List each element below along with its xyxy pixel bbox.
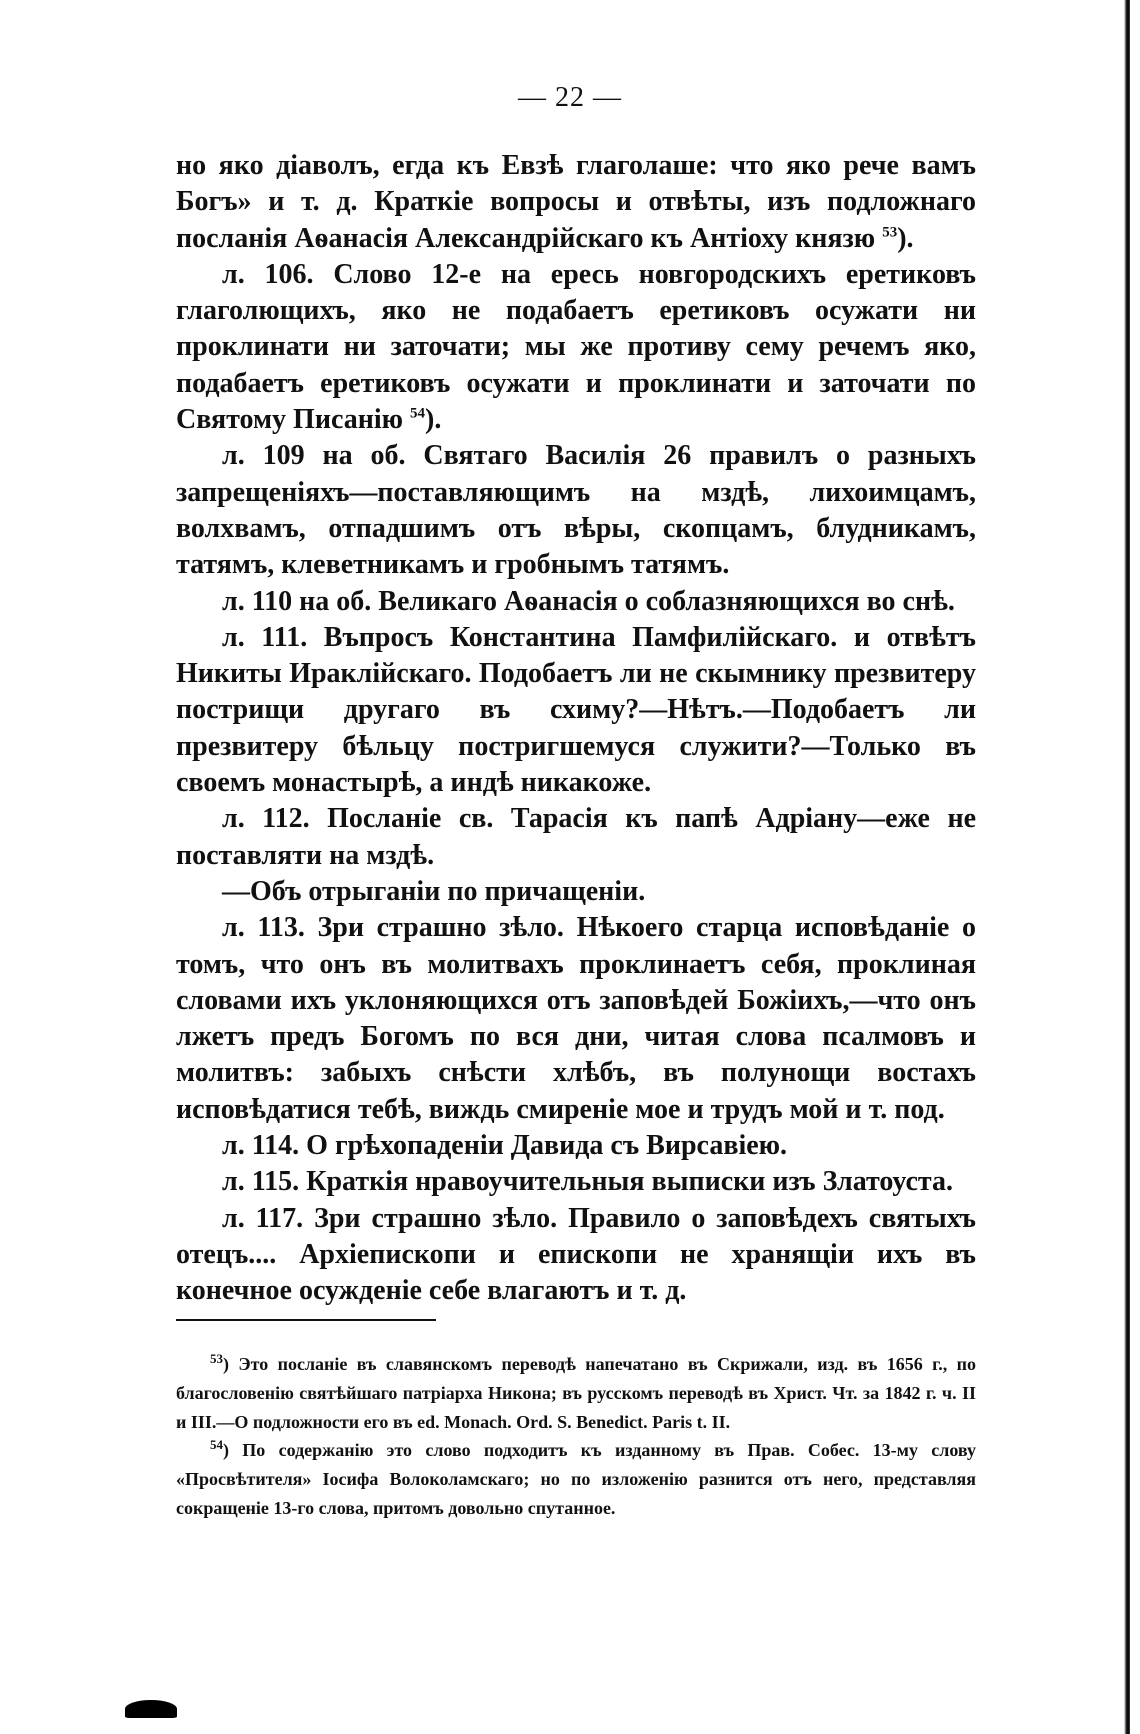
- paragraph-6: л. 112. Посланіе св. Тарасія къ папѣ Адріану—еже не поставляти на мздѣ.: [176, 803, 976, 871]
- paragraph-8: л. 113. Зри страшно зѣло. Нѣкоего старца исповѣданіе о томъ, что онъ въ молитвахъ проклинаетъ себя, проклиная словами ихъ уклоняющихся отъ заповѣдей Божіихъ,—что онъ лжетъ предъ Богомъ по вся дни, читая слова псалмовъ и молитвъ: забыхъ снѣсти хлѣбъ, въ полунощи востахъ исповѣдатися тебѣ, виждь смиреніе мое и трудъ мой и т. под.: [176, 912, 976, 1125]
- paragraph-3: л. 109 на об. Святаго Василія 26 правилъ о разныхъ запрещеніяхъ—поставляющимъ на мздѣ, лихоимцамъ, волхвамъ, отпадшимъ отъ вѣры, скопцамъ, блудникамъ, татямъ, клеветникамъ и гробнымъ татямъ.: [176, 440, 976, 581]
- footnote-divider: [176, 1319, 436, 1321]
- footnote-ref-53[interactable]: 53: [882, 224, 898, 241]
- scan-edge: [1124, 0, 1130, 1734]
- page-number: — 22 —: [518, 82, 622, 113]
- footnote-number: 54: [210, 1437, 223, 1453]
- paragraph-5: л. 111. Въпросъ Константина Памфилійскаго. и отвѣтъ Никиты Ираклійскаго. Подобаетъ ли не скымнику презвитеру пострищи другаго въ схиму?—Нѣтъ.—Подобаетъ ли презвитеру бѣльцу постригшемуся служити?—Только въ своемъ монастырѣ, а индѣ никакоже.: [176, 621, 976, 799]
- paragraph-4: л. 110 на об. Великаго Аѳанасія о соблазняющихся во снѣ.: [222, 585, 955, 617]
- paragraph-2-text: л. 106. Слово 12-е на ересь новгородскихъ еретиковъ глаголющихъ, яко не подабаетъ еретиковъ осужати ни проклинати ни заточати; мы же противу сему речемъ яко, подабаетъ еретиковъ осужати и проклинати и заточати по Святому Писанію: [176, 258, 976, 436]
- footnote-ref-54[interactable]: 54: [410, 405, 426, 422]
- footnote-54: [176, 1436, 976, 1522]
- ink-blot: [125, 1700, 177, 1718]
- paragraph-9: л. 114. О грѣхопаденіи Давида съ Вирсавіею.: [222, 1130, 788, 1162]
- paragraph-10: л. 115. Краткія нравоучительныя выписки изъ Златоуста.: [222, 1166, 954, 1198]
- paragraph-1: [176, 148, 976, 257]
- paragraph-1-text: но яко діаволъ, егда къ Евзѣ глаголаше: что яко рече вамъ Богъ» и т. д. Краткіе вопросы и отвѣты, изъ подложнаго посланія Аѳанасія Александрійскаго къ Антіоху князю: [176, 150, 976, 254]
- footnote-text: ) Это посланіе въ славянскомъ переводѣ напечатано въ Скрижали, изд. въ 1656 г., по благословенію святѣйшаго патріарха Никона; въ русскомъ переводѣ въ Христ. Чт. за 1842 г. ч. II и III.—О подложности его въ ed. Monach. Ord. S. Benedict. Paris t. II.: [176, 1354, 976, 1432]
- footnote-text: ) По содержанію это слово подходитъ къ изданному въ Прав. Собес. 13-му слову «Просвѣтителя» Іосифа Волоколамскаго; но по изложенію разнится отъ него, представляя сокращеніе 13-го слова, притомъ довольно спутанное.: [176, 1440, 976, 1518]
- footnote-number: 53: [210, 1351, 223, 1366]
- paragraph-1-tail: ).: [897, 222, 914, 254]
- paragraph-7: —Объ отрыганіи по причащеніи.: [222, 875, 646, 907]
- footnote-53: [176, 1350, 976, 1436]
- paragraph-2-tail: ).: [425, 404, 442, 436]
- main-text: [176, 148, 976, 1310]
- footnotes: [176, 1350, 976, 1523]
- paragraph-11: л. 117. Зри страшно зѣло. Правило о заповѣдехъ святыхъ отецъ.... Архіепископи и епископи не хранящіи ихъ въ конечное осужденіе себе влагаютъ и т. д.: [176, 1202, 976, 1307]
- paragraph-2: [176, 257, 976, 438]
